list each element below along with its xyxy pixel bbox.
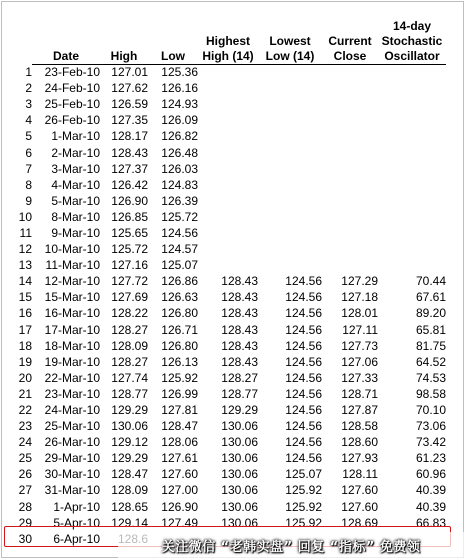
cell-highest-high: 130.06 — [221, 419, 258, 434]
row-number: 3 — [25, 97, 32, 112]
cell-current-close: 128.69 — [341, 515, 378, 530]
cell-low: 124.93 — [161, 97, 198, 112]
cell-highest-high — [198, 144, 258, 160]
cell-date: 26-Feb-10 — [44, 113, 100, 128]
cell-current-close: 127.11 — [342, 322, 378, 337]
cell-lowest-low: 124.56 — [285, 290, 322, 305]
cell-date: 6-Apr-10 — [53, 531, 100, 546]
cell-stochastic — [378, 209, 446, 225]
cell-current-close — [322, 161, 378, 177]
cell-stochastic — [378, 128, 446, 144]
row-number: 26 — [18, 467, 32, 482]
table-row — [6, 96, 446, 112]
header-low: Low — [148, 8, 198, 64]
cell-low: 126.82 — [161, 129, 198, 144]
row-number: 25 — [18, 451, 32, 466]
cell-low: 127.49 — [161, 515, 198, 530]
cell-high: 128.27 — [111, 322, 148, 337]
cell-lowest-low: 124.56 — [285, 419, 322, 434]
table-row — [6, 257, 446, 273]
cell-highest-high: 128.27 — [221, 370, 258, 385]
table-row — [6, 515, 446, 531]
cell-stochastic: 70.44 — [415, 274, 446, 289]
cell-low: 128.47 — [161, 419, 198, 434]
table-row — [6, 273, 446, 289]
cell-high: 128.77 — [111, 386, 148, 401]
header-lowest-low — [258, 8, 322, 64]
cell-lowest-low — [258, 128, 322, 144]
cell-high: 127.72 — [111, 274, 148, 289]
cell-highest-high — [198, 193, 258, 209]
header-high: High — [100, 8, 148, 64]
cell-highest-high: 128.43 — [221, 338, 258, 353]
table-row — [6, 161, 446, 177]
cell-date: 24-Mar-10 — [44, 403, 100, 418]
cell-date: 25-Mar-10 — [44, 419, 100, 434]
cell-current-close — [322, 177, 378, 193]
cell-date: 23-Mar-10 — [44, 386, 100, 401]
cell-current-close — [322, 80, 378, 96]
cell-high: 127.16 — [111, 258, 148, 273]
row-number: 24 — [18, 435, 32, 450]
cell-current-close — [322, 144, 378, 160]
cell-lowest-low: 124.56 — [285, 274, 322, 289]
row-number: 17 — [18, 322, 32, 337]
cell-low: 126.71 — [161, 322, 198, 337]
cell-stochastic — [378, 144, 446, 160]
header-stochastic — [378, 8, 446, 64]
cell-low: 126.09 — [161, 113, 198, 128]
cell-high: 128.17 — [111, 129, 148, 144]
cell-highest-high: 128.43 — [221, 306, 258, 321]
table-row — [6, 289, 446, 305]
table-row — [6, 402, 446, 418]
cell-date: 17-Mar-10 — [44, 322, 100, 337]
row-number: 20 — [18, 370, 32, 385]
cell-date: 29-Mar-10 — [44, 451, 100, 466]
cell-lowest-low — [258, 177, 322, 193]
header-current-close-line2: Close — [333, 48, 367, 63]
cell-lowest-low: 124.56 — [285, 370, 322, 385]
cell-lowest-low: 124.56 — [285, 403, 322, 418]
cell-highest-high: 128.77 — [221, 386, 258, 401]
cell-current-close: 127.60 — [341, 499, 378, 514]
cell-lowest-low — [258, 209, 322, 225]
cell-low: 124.56 — [161, 225, 198, 240]
cell-high: 126.90 — [111, 193, 148, 208]
row-number: 18 — [18, 338, 32, 353]
row-number: 10 — [18, 209, 32, 224]
row-number: 2 — [25, 81, 32, 96]
cell-current-close: 128.01 — [341, 306, 378, 321]
cell-highest-high — [198, 96, 258, 112]
cell-highest-high: 128.43 — [221, 290, 258, 305]
cell-highest-high: 128.43 — [221, 274, 258, 289]
table-row — [6, 499, 446, 515]
cell-current-close: 127.73 — [341, 338, 378, 353]
cell-date: 1-Mar-10 — [51, 129, 100, 144]
cell-high: 128.27 — [111, 354, 148, 369]
cell-date: 10-Mar-10 — [44, 242, 100, 257]
cell-lowest-low: 124.56 — [285, 322, 322, 337]
cell-date: 31-Mar-10 — [44, 483, 100, 498]
cell-low: 125.72 — [161, 209, 198, 224]
cell-high: 128.09 — [111, 338, 148, 353]
cell-lowest-low: 125.92 — [285, 483, 322, 498]
cell-stochastic: 64.52 — [415, 354, 446, 369]
row-number: 7 — [25, 161, 32, 176]
cell-date: 8-Mar-10 — [51, 209, 100, 224]
cell-date: 24-Feb-10 — [44, 81, 100, 96]
cell-highest-high — [198, 112, 258, 128]
cell-high: 126.42 — [111, 177, 148, 192]
cell-high: 127.01 — [111, 65, 148, 80]
header-current-close-line1: Current — [328, 33, 372, 48]
cell-low: 126.80 — [161, 306, 198, 321]
cell-current-close — [322, 128, 378, 144]
cell-low: 126.03 — [161, 161, 198, 176]
cell-stochastic: 74.53 — [415, 370, 446, 385]
cell-date: 9-Mar-10 — [51, 225, 100, 240]
table-row — [6, 370, 446, 386]
row-number: 28 — [18, 499, 32, 514]
table-row — [6, 144, 446, 160]
cell-low: 127.60 — [161, 467, 198, 482]
cell-stochastic — [378, 193, 446, 209]
cell-low: 124.57 — [161, 242, 198, 257]
cell-date: 5-Apr-10 — [53, 515, 100, 530]
row-number: 30 — [18, 531, 32, 546]
cell-low: 126.48 — [161, 145, 198, 160]
cell-current-close: 127.06 — [341, 354, 378, 369]
cell-high: 128.65 — [111, 499, 148, 514]
table-row — [6, 482, 446, 498]
cell-date: 16-Mar-10 — [44, 306, 100, 321]
table-row — [6, 177, 446, 193]
cell-current-close — [322, 209, 378, 225]
header-row-number — [6, 8, 32, 64]
cell-highest-high — [198, 80, 258, 96]
cell-highest-high: 130.06 — [221, 483, 258, 498]
row-number: 4 — [25, 113, 32, 128]
cell-low: 126.16 — [161, 81, 198, 96]
cell-stochastic — [378, 257, 446, 273]
cell-lowest-low — [258, 193, 322, 209]
table-row — [6, 112, 446, 128]
table-row — [6, 466, 446, 482]
cell-low: 126.80 — [161, 338, 198, 353]
cell-current-close: 127.87 — [341, 403, 378, 418]
cell-stochastic — [378, 177, 446, 193]
cell-stochastic: 73.42 — [415, 435, 446, 450]
header-highest-high — [198, 8, 258, 64]
cell-highest-high: 130.06 — [221, 499, 258, 514]
cell-lowest-low — [258, 112, 322, 128]
cell-low: 126.86 — [161, 274, 198, 289]
cell-stochastic: 66.83 — [415, 515, 446, 530]
cell-current-close: 128.60 — [341, 435, 378, 450]
watermark-text: 关注微信 “老韩实盘” 回复 “指标” 免费领 — [161, 539, 421, 555]
header-stochastic-line3: Oscillator — [384, 48, 440, 63]
table-row — [6, 338, 446, 354]
table-row — [6, 193, 446, 209]
row-number: 5 — [25, 129, 32, 144]
cell-current-close: 127.60 — [341, 483, 378, 498]
cell-highest-high — [198, 161, 258, 177]
cell-date: 12-Mar-10 — [44, 274, 100, 289]
table-row — [6, 418, 446, 434]
cell-current-close: 127.18 — [341, 290, 378, 305]
cell-low: 126.99 — [161, 386, 198, 401]
cell-high: 127.62 — [111, 81, 148, 96]
cell-highest-high — [198, 241, 258, 257]
cell-low: 127.81 — [161, 403, 198, 418]
cell-lowest-low — [258, 96, 322, 112]
header-lowest-low-line1: Lowest — [269, 33, 311, 48]
cell-high: 126.59 — [111, 97, 148, 112]
cell-stochastic: 81.75 — [415, 338, 446, 353]
row-number: 13 — [18, 258, 32, 273]
cell-highest-high — [198, 64, 258, 80]
row-number: 16 — [18, 306, 32, 321]
cell-current-close — [322, 193, 378, 209]
cell-date: 19-Mar-10 — [44, 354, 100, 369]
cell-lowest-low — [258, 257, 322, 273]
cell-highest-high — [198, 257, 258, 273]
cell-low: 124.83 — [161, 177, 198, 192]
table-row — [6, 450, 446, 466]
row-number: 12 — [18, 242, 32, 257]
cell-date: 23-Feb-10 — [44, 65, 100, 80]
cell-high: 128.47 — [111, 467, 148, 482]
table-row — [6, 225, 446, 241]
cell-high: 125.65 — [111, 225, 148, 240]
cell-stochastic — [378, 161, 446, 177]
cell-high: 127.74 — [111, 370, 148, 385]
cell-current-close: 127.33 — [341, 370, 378, 385]
cell-current-close — [322, 241, 378, 257]
cell-lowest-low — [258, 241, 322, 257]
cell-highest-high: 129.29 — [221, 403, 258, 418]
cell-stochastic: 67.61 — [415, 290, 446, 305]
row-number: 11 — [19, 225, 32, 240]
cell-stochastic — [378, 112, 446, 128]
cell-date: 22-Mar-10 — [44, 370, 100, 385]
cell-lowest-low: 124.56 — [285, 306, 322, 321]
cell-low: 128.06 — [161, 435, 198, 450]
row-number: 8 — [25, 177, 32, 192]
cell-stochastic: 40.39 — [415, 499, 446, 514]
cell-stochastic: 73.06 — [415, 419, 446, 434]
cell-current-close: 128.71 — [341, 386, 378, 401]
row-number: 6 — [25, 145, 32, 160]
table-row — [6, 386, 446, 402]
row-number: 9 — [25, 193, 32, 208]
cell-date: 30-Mar-10 — [44, 467, 100, 482]
cell-current-close — [322, 64, 378, 80]
cell-stochastic — [378, 241, 446, 257]
cell-current-close: 127.93 — [341, 451, 378, 466]
cell-high: 129.12 — [111, 435, 148, 450]
cell-lowest-low — [258, 161, 322, 177]
table-row — [6, 434, 446, 450]
cell-stochastic: 89.20 — [415, 306, 446, 321]
cell-low: 125.36 — [161, 65, 198, 80]
cell-stochastic: 60.96 — [415, 467, 446, 482]
cell-highest-high: 128.43 — [221, 354, 258, 369]
cell-date: 11-Mar-10 — [45, 258, 100, 273]
cell-high: 127.69 — [111, 290, 148, 305]
cell-date: 26-Mar-10 — [44, 435, 100, 450]
cell-high: 127.37 — [111, 161, 148, 176]
row-number: 14 — [18, 274, 32, 289]
table-row — [6, 128, 446, 144]
cell-lowest-low: 124.56 — [285, 338, 322, 353]
cell-date: 5-Mar-10 — [51, 193, 100, 208]
cell-current-close: 127.29 — [341, 274, 378, 289]
cell-lowest-low: 125.92 — [285, 499, 322, 514]
cell-highest-high: 130.06 — [221, 451, 258, 466]
header-row — [6, 8, 446, 64]
cell-stochastic: 70.10 — [415, 403, 446, 418]
cell-date: 25-Feb-10 — [44, 97, 100, 112]
cell-lowest-low: 125.07 — [285, 467, 322, 482]
cell-stochastic — [378, 225, 446, 241]
row-number: 1 — [25, 65, 32, 80]
cell-date: 2-Mar-10 — [51, 145, 100, 160]
cell-date: 1-Apr-10 — [53, 499, 100, 514]
table-row — [6, 241, 446, 257]
header-highest-high-line1: Highest — [205, 33, 250, 48]
table-row — [6, 80, 446, 96]
cell-high: 126.85 — [111, 209, 148, 224]
table-row — [6, 354, 446, 370]
header-current-close — [322, 8, 378, 64]
row-number: 27 — [18, 483, 32, 498]
cell-lowest-low: 124.56 — [285, 435, 322, 450]
table-row — [6, 209, 446, 225]
cell-lowest-low: 124.56 — [285, 386, 322, 401]
cell-lowest-low: 125.92 — [285, 515, 322, 530]
cell-stochastic: 98.58 — [415, 386, 446, 401]
cell-date: 18-Mar-10 — [44, 338, 100, 353]
cell-current-close — [322, 96, 378, 112]
cell-high: 128.22 — [111, 306, 148, 321]
cell-current-close — [322, 257, 378, 273]
table-row — [6, 305, 446, 321]
watermark-banner — [118, 532, 464, 558]
cell-high: 128.43 — [111, 145, 148, 160]
row-number: 22 — [18, 403, 32, 418]
cell-current-close — [322, 225, 378, 241]
header-stochastic-line1: 14-day — [392, 18, 432, 33]
cell-low: 125.92 — [161, 370, 198, 385]
table-body — [6, 64, 446, 547]
stochastic-table — [6, 8, 446, 547]
cell-stochastic — [378, 96, 446, 112]
cell-high: 129.29 — [111, 451, 148, 466]
cell-highest-high: 130.06 — [221, 435, 258, 450]
cell-current-close: 128.58 — [341, 419, 378, 434]
row-number: 29 — [18, 515, 32, 530]
cell-current-close — [322, 112, 378, 128]
cell-low: 126.63 — [161, 290, 198, 305]
cell-date: 15-Mar-10 — [44, 290, 100, 305]
cell-low: 125.07 — [161, 258, 198, 273]
cell-stochastic — [378, 64, 446, 80]
cell-current-close: 128.11 — [342, 467, 378, 482]
cell-highest-high: 130.06 — [221, 515, 258, 530]
cell-lowest-low: 124.56 — [285, 354, 322, 369]
cell-date: 4-Mar-10 — [51, 177, 100, 192]
cell-stochastic: 65.81 — [415, 322, 446, 337]
cell-highest-high — [198, 128, 258, 144]
cell-high: 129.29 — [111, 403, 148, 418]
cell-date: 3-Mar-10 — [51, 161, 100, 176]
cell-lowest-low: 124.56 — [285, 451, 322, 466]
cell-highest-high — [198, 209, 258, 225]
cell-stochastic: 61.23 — [415, 451, 446, 466]
table-row — [6, 322, 446, 338]
cell-high: 130.06 — [111, 419, 148, 434]
row-number: 15 — [18, 290, 32, 305]
row-number: 19 — [18, 354, 32, 369]
table-row — [6, 64, 446, 80]
cell-highest-high: 128.43 — [221, 322, 258, 337]
header-lowest-low-line2: Low (14) — [265, 48, 315, 63]
cell-high: 125.72 — [111, 242, 148, 257]
cell-low: 127.61 — [161, 451, 198, 466]
header-date: Date — [32, 8, 100, 64]
cell-lowest-low — [258, 144, 322, 160]
cell-lowest-low — [258, 80, 322, 96]
cell-low: 126.90 — [161, 499, 198, 514]
cell-stochastic: 40.39 — [415, 483, 446, 498]
cell-lowest-low — [258, 225, 322, 241]
cell-stochastic — [378, 80, 446, 96]
cell-highest-high — [198, 177, 258, 193]
cell-low: 126.13 — [161, 354, 198, 369]
cell-low: 127.00 — [161, 483, 198, 498]
row-number: 23 — [18, 419, 32, 434]
cell-highest-high: 130.06 — [221, 467, 258, 482]
cell-low: 126.39 — [161, 193, 198, 208]
cell-high: 129.14 — [111, 515, 148, 530]
cell-high: 128.09 — [111, 483, 148, 498]
cell-high: 127.35 — [111, 113, 148, 128]
cell-highest-high — [198, 225, 258, 241]
header-highest-high-line2: High (14) — [202, 48, 254, 63]
cell-lowest-low — [258, 64, 322, 80]
row-number: 21 — [18, 386, 32, 401]
header-stochastic-line2: Stochastic — [381, 33, 443, 48]
